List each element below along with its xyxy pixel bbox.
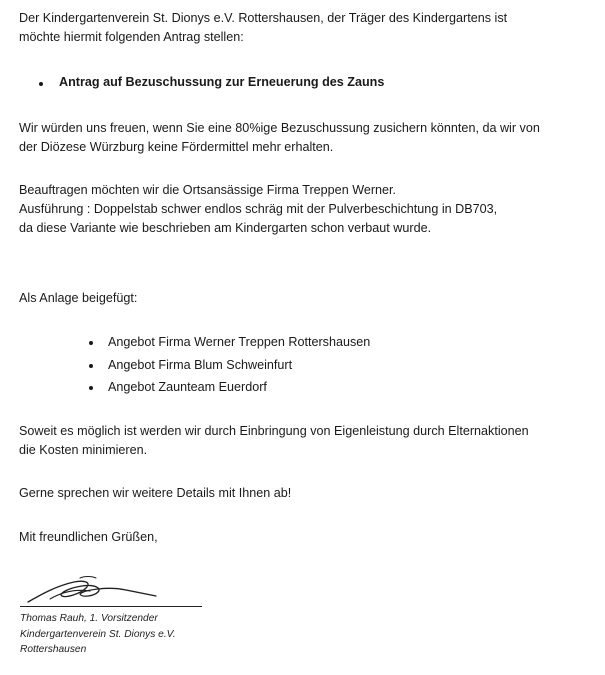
closing-line: Mit freundlichen Grüßen, — [19, 530, 158, 544]
signer-organization: Kindergartenverein St. Dionys e.V. — [20, 628, 176, 640]
attachment-bullet-1 — [89, 341, 93, 345]
attachment-bullet-3 — [89, 386, 93, 390]
contractor-paragraph — [19, 181, 497, 238]
subsidy-line-1: Wir würden uns freuen, wenn Sie eine 80%ige Bezuschussung zusichern könnten, da wir von — [19, 121, 540, 135]
attachment-bullet-2 — [89, 364, 93, 368]
signer-location: Rottershausen — [20, 644, 87, 655]
contractor-line-1: Beauftragen möchten wir die Ortsansässige Firma Treppen Werner. — [19, 183, 397, 197]
attachment-item-1: Angebot Firma Werner Treppen Rottershausen — [108, 335, 371, 349]
intro-line-2: möchte hiermit folgenden Antrag stellen: — [19, 30, 244, 44]
details-paragraph: Gerne sprechen wir weitere Details mit Ihnen ab! — [19, 486, 292, 500]
intro-paragraph — [19, 9, 507, 47]
attachment-item-2: Angebot Firma Blum Schweinfurt — [108, 358, 293, 372]
handwritten-signature — [22, 572, 172, 608]
signature-line — [20, 606, 202, 607]
contractor-line-3: da diese Variante wie beschrieben am Kindergarten schon verbaut wurde. — [19, 221, 432, 235]
self-help-line-1: Soweit es möglich ist werden wir durch Einbringung von Eigenleistung durch Elternaktionen — [19, 424, 529, 438]
contractor-line-2: Ausführung : Doppelstab schwer endlos schräg mit der Pulverbeschichtung in DB703, — [19, 202, 498, 216]
self-help-paragraph — [19, 422, 529, 460]
intro-line-1: Der Kindergartenverein St. Dionys e.V. Rottershausen, der Träger des Kindergartens ist — [19, 11, 508, 25]
request-bullet — [39, 82, 43, 86]
attachment-item-3: Angebot Zaunteam Euerdorf — [108, 380, 267, 394]
signature-caption — [20, 611, 176, 658]
attachments-heading: Als Anlage beigefügt: — [19, 291, 138, 305]
subsidy-line-2: der Diözese Würzburg keine Fördermittel mehr erhalten. — [19, 140, 334, 154]
request-item: Antrag auf Bezuschussung zur Erneuerung des Zauns — [59, 75, 385, 89]
signer-name: Thomas Rauh, 1. Vorsitzender — [20, 613, 158, 624]
subsidy-paragraph — [19, 119, 540, 157]
self-help-line-2: die Kosten minimieren. — [19, 443, 148, 457]
